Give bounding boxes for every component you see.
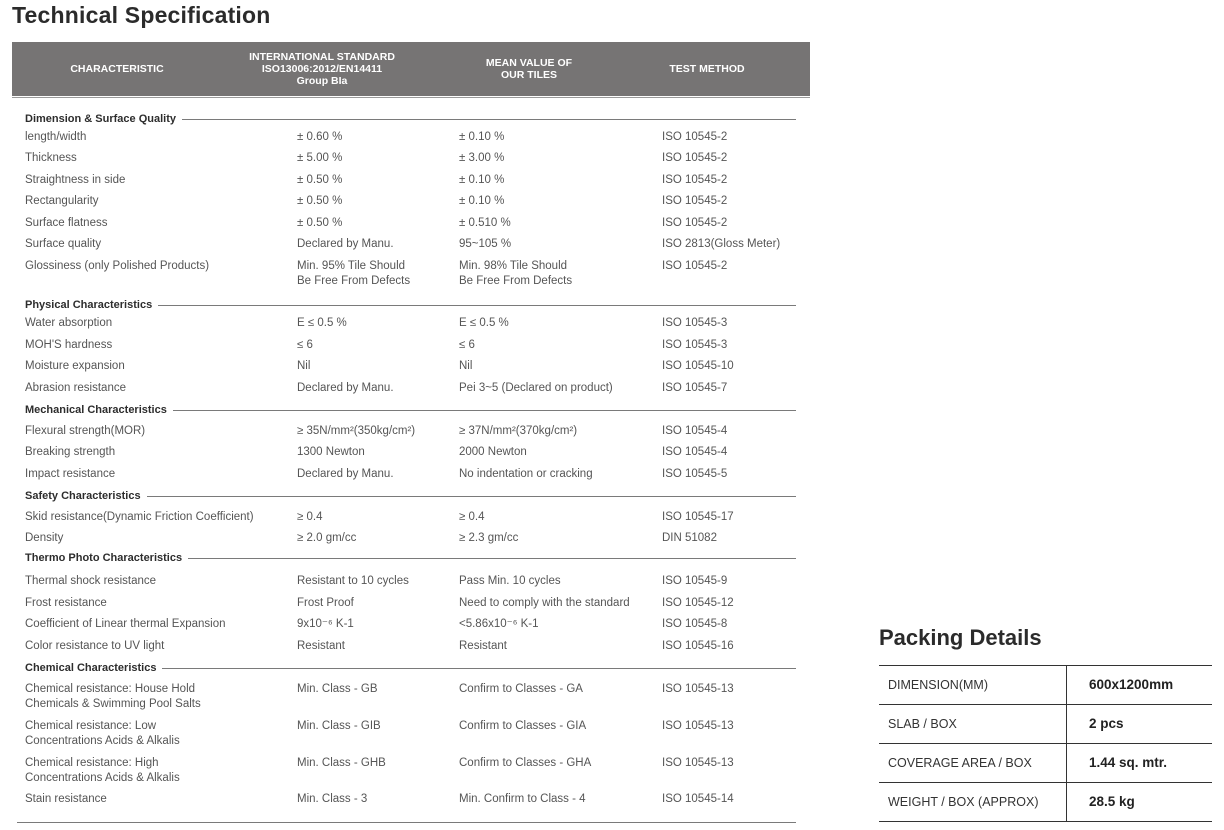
mean-value-cell: ± 0.10 % — [459, 174, 505, 186]
section-title: Chemical Characteristics — [25, 661, 162, 675]
test-method-cell: ISO 10545-2 — [662, 260, 728, 272]
test-method-cell: DIN 51082 — [662, 532, 717, 544]
packing-value: 2 pcs — [1066, 705, 1213, 743]
standard-cell: ≥ 2.0 gm/cc — [297, 532, 357, 544]
standard-cell: Nil — [297, 360, 311, 372]
test-method-cell: ISO 10545-12 — [662, 597, 734, 609]
standard-cell: ≥ 35N/mm²(350kg/cm²) — [297, 425, 416, 437]
packing-row — [879, 744, 1212, 783]
characteristic-cell: Density — [25, 532, 64, 544]
characteristic-cell: Chemical resistance: High Concentrations Acids & Alkalis — [25, 757, 180, 784]
packing-row — [879, 666, 1212, 705]
characteristic-cell: Surface flatness — [25, 217, 108, 229]
mean-value-cell: Pass Min. 10 cycles — [459, 575, 561, 587]
characteristic-cell: Skid resistance(Dynamic Friction Coefficient) — [25, 511, 254, 523]
mean-value-cell: <5.86x10⁻⁶ K-1 — [459, 618, 539, 630]
mean-value-cell: Resistant — [459, 640, 507, 652]
mean-value-cell: ± 0.510 % — [459, 217, 511, 229]
test-method-cell: ISO 10545-16 — [662, 640, 734, 652]
mean-value-cell: ≥ 2.3 gm/cc — [459, 532, 519, 544]
characteristic-cell: Flexural strength(MOR) — [25, 425, 146, 437]
characteristic-cell: Surface quality — [25, 238, 102, 250]
standard-cell: Frost Proof — [297, 597, 354, 609]
packing-label: DIMENSION(MM) — [888, 678, 988, 692]
test-method-cell: ISO 10545-3 — [662, 339, 728, 351]
test-method-cell: ISO 10545-17 — [662, 511, 734, 523]
standard-cell: ± 0.60 % — [297, 131, 343, 143]
mean-value-cell: ≤ 6 — [459, 339, 475, 351]
mean-value-cell: E ≤ 0.5 % — [459, 317, 509, 329]
characteristic-cell: Impact resistance — [25, 468, 116, 480]
test-method-cell: ISO 10545-8 — [662, 618, 728, 630]
standard-cell: Min. Class - GIB — [297, 720, 381, 732]
section-title: Mechanical Characteristics — [25, 403, 173, 417]
packing-label: SLAB / BOX — [888, 717, 957, 731]
section-title: Thermo Photo Characteristics — [25, 551, 188, 565]
standard-cell: Min. Class - GB — [297, 683, 378, 695]
packing-label: WEIGHT / BOX (APPROX) — [888, 795, 1039, 809]
standard-cell: Min. Class - 3 — [297, 793, 368, 805]
packing-title: Packing Details — [879, 625, 1042, 650]
standard-cell: Resistant to 10 cycles — [297, 575, 409, 587]
packing-value: 600x1200mm — [1066, 666, 1213, 704]
header-mean: MEAN VALUE OF OUR TILES — [485, 57, 573, 81]
section-header — [25, 298, 796, 312]
packing-row — [879, 783, 1212, 822]
standard-cell: ± 0.50 % — [297, 174, 343, 186]
table-bottom-divider — [17, 822, 796, 823]
standard-cell: Resistant — [297, 640, 345, 652]
mean-value-cell: Confirm to Classes - GA — [459, 683, 583, 695]
test-method-cell: ISO 10545-2 — [662, 217, 728, 229]
characteristic-cell: Thickness — [25, 152, 77, 164]
standard-cell: Declared by Manu. — [297, 238, 394, 250]
characteristic-cell: Color resistance to UV light — [25, 640, 165, 652]
characteristic-cell: Frost resistance — [25, 597, 107, 609]
standard-cell: 1300 Newton — [297, 446, 365, 458]
section-header — [25, 551, 796, 565]
packing-value: 1.44 sq. mtr. — [1066, 744, 1213, 782]
standard-cell: Declared by Manu. — [297, 468, 394, 480]
section-title: Physical Characteristics — [25, 298, 158, 312]
mean-value-cell: Pei 3~5 (Declared on product) — [459, 382, 613, 394]
characteristic-cell: Breaking strength — [25, 446, 116, 458]
mean-value-cell: Confirm to Classes - GHA — [459, 757, 592, 769]
header-method: TEST METHOD — [669, 63, 745, 75]
test-method-cell: ISO 10545-14 — [662, 793, 734, 805]
characteristic-cell: Water absorption — [25, 317, 113, 329]
packing-row — [879, 705, 1212, 744]
mean-value-cell: ± 3.00 % — [459, 152, 505, 164]
test-method-cell: ISO 10545-2 — [662, 131, 728, 143]
characteristic-cell: length/width — [25, 131, 87, 143]
test-method-cell: ISO 2813(Gloss Meter) — [662, 238, 781, 250]
mean-value-cell: Confirm to Classes - GIA — [459, 720, 587, 732]
section-header — [25, 661, 796, 675]
standard-cell: ≤ 6 — [297, 339, 313, 351]
section-header — [25, 489, 796, 503]
standard-cell: ≥ 0.4 — [297, 511, 323, 523]
standard-cell: Declared by Manu. — [297, 382, 394, 394]
test-method-cell: ISO 10545-4 — [662, 446, 728, 458]
mean-value-cell: Need to comply with the standard — [459, 597, 630, 609]
mean-value-cell: ± 0.10 % — [459, 131, 505, 143]
mean-value-cell: 2000 Newton — [459, 446, 527, 458]
mean-value-cell: ≥ 37N/mm²(370kg/cm²) — [459, 425, 578, 437]
test-method-cell: ISO 10545-10 — [662, 360, 734, 372]
standard-cell: Min. Class - GHB — [297, 757, 386, 769]
characteristic-cell: Chemical resistance: House Hold Chemicals & Swimming Pool Salts — [25, 683, 201, 710]
test-method-cell: ISO 10545-3 — [662, 317, 728, 329]
packing-label: COVERAGE AREA / BOX — [888, 756, 1032, 770]
mean-value-cell: No indentation or cracking — [459, 468, 593, 480]
characteristic-cell: Rectangularity — [25, 195, 99, 207]
table-header — [12, 42, 810, 96]
characteristic-cell: MOH'S hardness — [25, 339, 113, 351]
test-method-cell: ISO 10545-13 — [662, 757, 734, 769]
test-method-cell: ISO 10545-4 — [662, 425, 728, 437]
test-method-cell: ISO 10545-7 — [662, 382, 728, 394]
header-divider — [12, 97, 810, 98]
mean-value-cell: 95~105 % — [459, 238, 512, 250]
page-title: Technical Specification — [12, 2, 271, 28]
standard-cell: Min. 95% Tile Should Be Free From Defects — [297, 260, 411, 287]
standard-cell: ± 0.50 % — [297, 217, 343, 229]
mean-value-cell: ± 0.10 % — [459, 195, 505, 207]
section-title: Dimension & Surface Quality — [25, 112, 182, 126]
section-header — [25, 112, 796, 126]
characteristic-cell: Coefficient of Linear thermal Expansion — [25, 618, 226, 630]
standard-cell: 9x10⁻⁶ K-1 — [297, 618, 354, 630]
section-title: Safety Characteristics — [25, 489, 147, 503]
mean-value-cell: Min. Confirm to Class - 4 — [459, 793, 586, 805]
test-method-cell: ISO 10545-5 — [662, 468, 728, 480]
test-method-cell: ISO 10545-2 — [662, 174, 728, 186]
mean-value-cell: Min. 98% Tile Should Be Free From Defects — [459, 260, 573, 287]
packing-value: 28.5 kg — [1066, 783, 1213, 821]
header-characteristic: CHARACTERISTIC — [70, 63, 164, 75]
test-method-cell: ISO 10545-13 — [662, 720, 734, 732]
packing-table — [879, 665, 1212, 822]
spec-table — [12, 42, 810, 805]
characteristic-cell: Straightness in side — [25, 174, 126, 186]
characteristic-cell: Glossiness (only Polished Products) — [25, 260, 210, 272]
header-standard: INTERNATIONAL STANDARD ISO13006:2012/EN14411 Group BIa — [249, 51, 395, 87]
section-header — [25, 403, 796, 417]
test-method-cell: ISO 10545-9 — [662, 575, 728, 587]
standard-cell: E ≤ 0.5 % — [297, 317, 347, 329]
test-method-cell: ISO 10545-2 — [662, 195, 728, 207]
mean-value-cell: Nil — [459, 360, 473, 372]
characteristic-cell: Abrasion resistance — [25, 382, 126, 394]
test-method-cell: ISO 10545-13 — [662, 683, 734, 695]
characteristic-cell: Chemical resistance: Low Concentrations Acids & Alkalis — [25, 720, 180, 747]
standard-cell: ± 5.00 % — [297, 152, 343, 164]
mean-value-cell: ≥ 0.4 — [459, 511, 485, 523]
standard-cell: ± 0.50 % — [297, 195, 343, 207]
characteristic-cell: Thermal shock resistance — [25, 575, 157, 587]
test-method-cell: ISO 10545-2 — [662, 152, 728, 164]
characteristic-cell: Moisture expansion — [25, 360, 125, 372]
characteristic-cell: Stain resistance — [25, 793, 107, 805]
